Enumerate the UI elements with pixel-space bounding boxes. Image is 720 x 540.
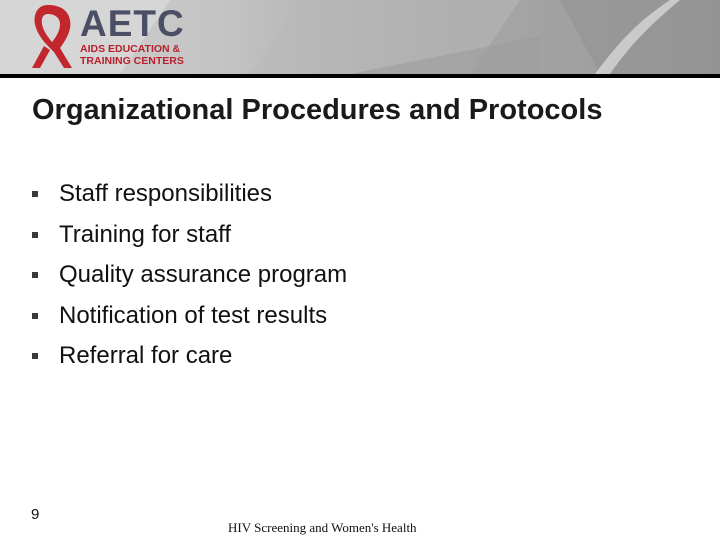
- header-divider: [0, 74, 720, 78]
- square-bullet-icon: [32, 353, 38, 359]
- list-item: [30, 218, 630, 259]
- aetc-logo: [24, 2, 194, 70]
- logo-subtitle-line2: TRAINING CENTERS: [80, 55, 184, 67]
- bullet-text: Referral for care: [59, 342, 233, 369]
- square-bullet-icon: [32, 232, 38, 238]
- bullet-text: Training for staff: [59, 220, 232, 248]
- footer-text: HIV Screening and Women's Health: [228, 520, 417, 535]
- list-item: [30, 339, 630, 380]
- logo-wordmark: AETC: [80, 3, 185, 44]
- square-bullet-icon: [32, 191, 38, 197]
- bullet-text: Staff responsibilities: [59, 180, 272, 207]
- list-item: [30, 299, 630, 340]
- bullet-text: Notification of test results: [59, 301, 328, 329]
- bullet-text: Quality assurance program: [59, 261, 348, 288]
- page-number: 9: [31, 506, 40, 523]
- bullet-list: [30, 177, 630, 380]
- slide-title: Organizational Procedures and Protocols: [32, 94, 603, 126]
- logo-subtitle-line1: AIDS EDUCATION &: [80, 43, 181, 55]
- red-ribbon-icon: [24, 2, 82, 70]
- square-bullet-icon: [32, 272, 38, 278]
- header-banner: [0, 0, 720, 74]
- list-item: [30, 177, 630, 218]
- list-item: [30, 258, 630, 299]
- square-bullet-icon: [32, 313, 38, 319]
